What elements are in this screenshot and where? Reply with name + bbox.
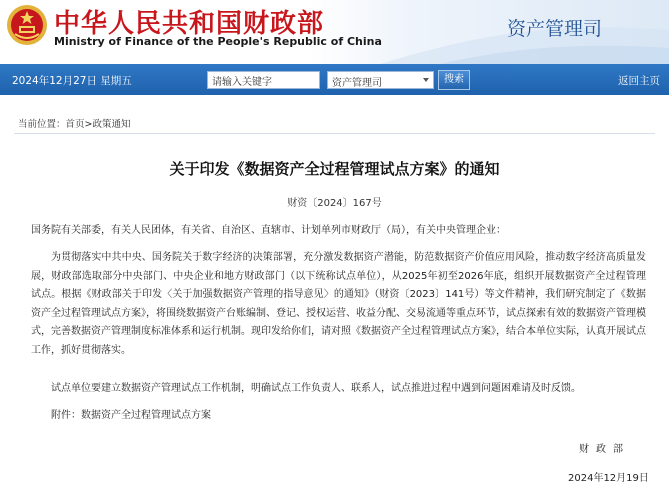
navigation-bar (0, 64, 669, 95)
breadcrumb-home-link[interactable]: 首页 (65, 119, 85, 130)
national-emblem-icon[interactable] (6, 4, 48, 46)
section-title[interactable]: 资产管理司 (507, 18, 603, 40)
back-home-link[interactable]: 返回主页 (618, 75, 660, 87)
breadcrumb-current-link[interactable]: 政策通知 (92, 119, 131, 130)
divider (14, 133, 655, 134)
search-input[interactable] (207, 71, 320, 89)
article-paragraph: 试点单位要建立数据资产管理试点工作机制，明确试点工作负责人、联系人，试点推进过程中遇到问题困难请及时反馈。 (51, 383, 581, 394)
article-title: 关于印发《数据资产全过程管理试点方案》的通知 (169, 160, 500, 178)
breadcrumb-label: 当前位置： (18, 119, 66, 130)
article-addressee: 国务院有关部委，有关人民团体，有关省、自治区、直辖市、计划单列市财政厅（局），有关中央管理企业： (31, 225, 506, 236)
article-paragraph: 为贯彻落实中共中央、国务院关于数字经济的决策部署，充分激发数据资产潜能，防范数据资产价值应用风险，推动数字经济高质量发展，财政部选取部分中央部门、中央企业和地方财政部门（以下统称试点单位），从2025年初至2026年底，组织开展数据资产全过程管理试点。根据《财政部关于印发〈关于加强数据资产管理的指导意见〉的通知》（财资〔2023〕141号）等文件精神，我们研究制定了《数据资产全过程管理试点方案》，将围绕数据资产台账编制、登记、授权运营、收益分配、交易流通等重点环节，试点探索有效的数据资产管理模式，完善数据资产管理制度标准体系和运行机制。现印发给你们，请对照《数据资产全过程管理试点方案》，结合本单位实际，认真开展试点工作，抓好贯彻落实。 (31, 252, 646, 356)
breadcrumb-separator: > (84, 119, 93, 130)
site-subtitle: Ministry of Finance of the People's Republic of China (54, 35, 382, 48)
signature-date: 2024年12月19日 (568, 473, 649, 484)
breadcrumb (18, 116, 131, 130)
chevron-down-icon (423, 78, 429, 82)
search-button[interactable]: 搜索 (438, 70, 470, 90)
current-date: 2024年12月27日 星期五 (12, 75, 132, 87)
site-title[interactable]: 中华人民共和国财政部 (54, 9, 325, 39)
search-scope-value: 资产管理司 (332, 78, 382, 89)
signature-organization: 财政部 (579, 444, 630, 455)
site-header (0, 0, 669, 64)
document-number: 财资〔2024〕167号 (287, 198, 382, 209)
search-scope-select[interactable] (327, 71, 434, 89)
attachment-link[interactable]: 附件：数据资产全过程管理试点方案 (51, 410, 211, 421)
